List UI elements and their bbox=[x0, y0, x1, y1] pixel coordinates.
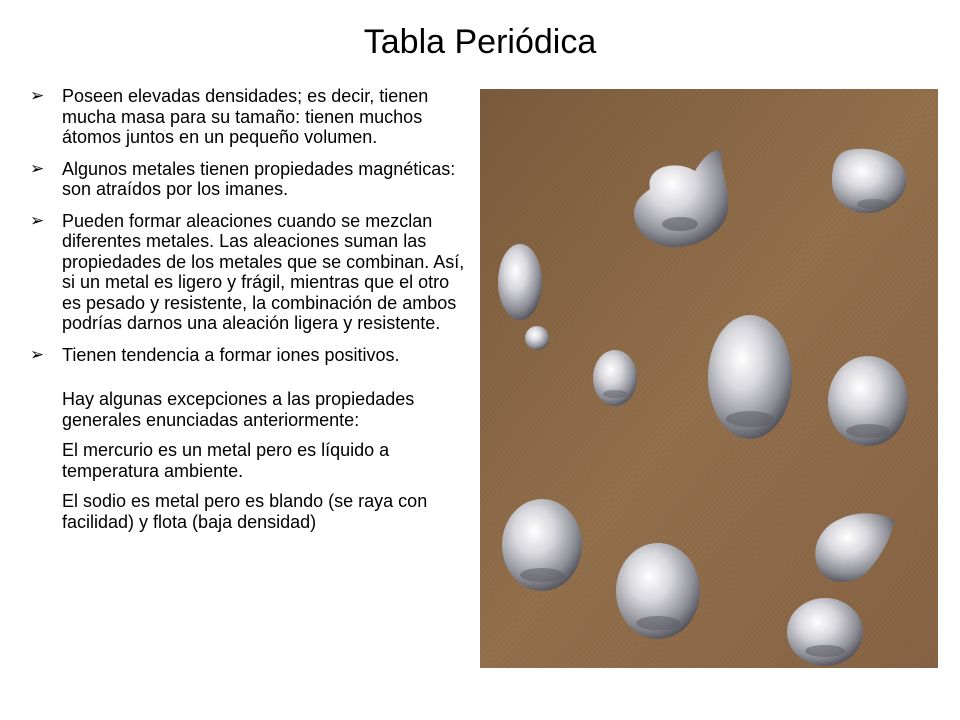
bullet-text: Pueden formar aleaciones cuando se mezclan diferentes metales. Las aleaciones suman las propiedades de los metales que se combinan. Así, si un metal es ligero y frágil, mientras que el otro es pesado y resistente, la combinación de ambos podrías darnos una aleación ligera y resistente. bbox=[62, 210, 465, 333]
arrow-bullet-icon: ➢ bbox=[30, 344, 45, 364]
bullet-item bbox=[30, 211, 470, 334]
bullet-text: Tienen tendencia a formar iones positivos. bbox=[62, 344, 400, 365]
arrow-bullet-icon: ➢ bbox=[30, 86, 45, 105]
mercury-droplet bbox=[787, 598, 863, 666]
slide-content bbox=[30, 86, 470, 542]
arrow-bullet-icon: ➢ bbox=[30, 158, 45, 178]
bullet-text: Algunos metales tienen propiedades magnéticas: son atraídos por los imanes. bbox=[62, 158, 456, 199]
sodium-exception: El sodio es metal pero es blando (se raya con facilidad) y flota (baja densidad) bbox=[62, 491, 428, 532]
mercury-droplet bbox=[593, 350, 637, 406]
mercury-droplet bbox=[498, 244, 542, 320]
mercury-droplet bbox=[502, 499, 582, 591]
mercury-droplet bbox=[616, 543, 700, 639]
bullet-item bbox=[30, 345, 470, 366]
mercury-droplet bbox=[828, 356, 908, 446]
slide-title: Tabla Periódica bbox=[363, 23, 597, 61]
bullet-item bbox=[30, 159, 470, 200]
arrow-bullet-icon: ➢ bbox=[30, 210, 45, 230]
exceptions-intro: Hay algunas excepciones a las propiedades generales enunciadas anteriormente: bbox=[62, 389, 415, 430]
mercury-exception: El mercurio es un metal pero es líquido a temperatura ambiente. bbox=[62, 440, 390, 481]
mercury-droplets-photo bbox=[480, 89, 938, 668]
bullet-item bbox=[30, 86, 470, 148]
bullet-text: Poseen elevadas densidades; es decir, tienen mucha masa para su tamaño: tienen muchos átomos juntos en un pequeño volumen. bbox=[62, 86, 429, 147]
mercury-droplet bbox=[525, 326, 549, 350]
mercury-droplet bbox=[708, 315, 792, 439]
